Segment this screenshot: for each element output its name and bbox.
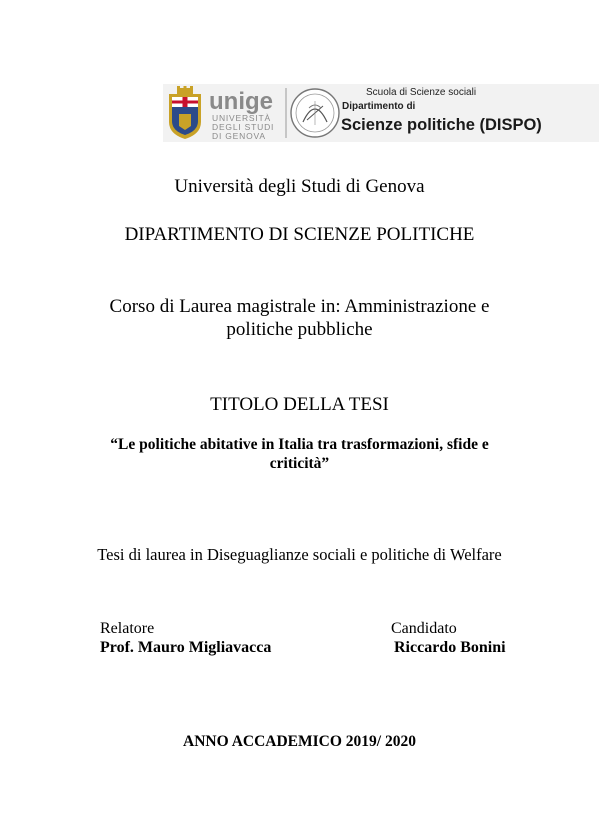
school-name: Scuola di Scienze sociali [366,87,477,98]
course-line-2: politiche pubbliche [226,319,373,340]
candidate-block [391,619,506,657]
thesis-title-line-1: “Le politiche abitative in Italia tra trasformazioni, sfide e [110,436,489,453]
unige-wordmark: unige [209,88,273,115]
department-name: DIPARTIMENTO DI SCIENZE POLITICHE [124,224,475,245]
supervisor-name: Prof. Mauro Migliavacca [100,639,272,656]
department-seal-icon [291,89,339,137]
thesis-label: TITOLO DELLA TESI [210,394,389,415]
academic-year: ANNO ACCADEMICO 2019/ 2020 [183,733,416,750]
university-name: Università degli Studi di Genova [174,176,425,197]
header-banner [163,84,599,142]
course-name [0,295,599,341]
thesis-subject: Tesi di laurea in Diseguaglianze sociali e politiche di Welfare [97,545,502,564]
candidate-name: Riccardo Bonini [394,639,506,656]
thesis-title-line-2: criticità” [269,455,330,472]
genova-crest-icon [169,86,201,139]
dept-name: Scienze politiche (DISPO) [341,116,542,134]
unige-line-3: DI GENOVA [212,131,266,141]
supervisor-label: Relatore [100,620,155,637]
thesis-title [0,435,599,473]
unige-line-1: UNIVERSITÀ [212,113,272,123]
unige-line-2: DEGLI STUDI [212,122,275,132]
banner-graphic [163,84,599,142]
course-line-1: Corso di Laurea magistrale in: Amministrazione e [109,296,490,317]
candidate-label: Candidato [391,620,457,637]
supervisor-block [100,619,271,657]
dept-prefix: Dipartimento di [342,101,416,112]
